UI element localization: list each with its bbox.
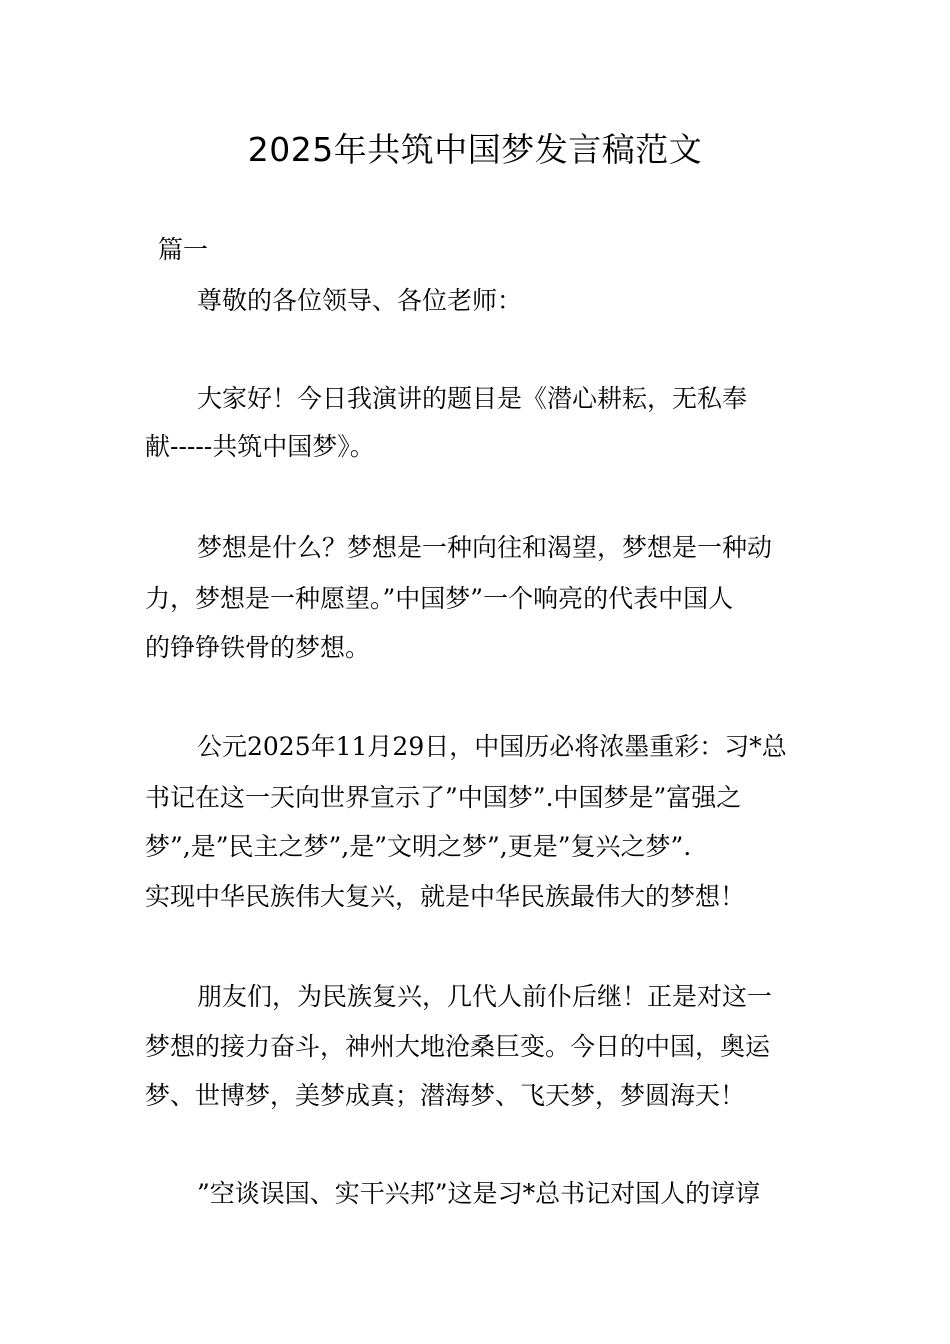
paragraph-4-line-1: 朋友们，为民族复兴，几代人前仆后继！正是对这一: [197, 982, 773, 1011]
paragraph-3-line-4: 实现中华民族伟大复兴，就是中华民族最伟大的梦想！: [145, 882, 746, 911]
paragraph-4-line-2: 梦想的接力奋斗，神州大地沧桑巨变。今日的中国，奥运: [145, 1032, 771, 1061]
section-label: 篇一: [158, 235, 209, 264]
paragraph-2-line-1: 梦想是什么？梦想是一种向往和渴望，梦想是一种动: [197, 533, 773, 562]
paragraph-1-line-1: 大家好！今日我演讲的题目是《潜心耕耘，无私奉: [197, 384, 748, 413]
paragraph-3-line-3: 梦”,是”民主之梦”,是”文明之梦”,更是”复兴之梦”.: [145, 832, 692, 861]
paragraph-2-line-2: 力，梦想是一种愿望。”中国梦”一个响亮的代表中国人: [145, 584, 734, 613]
paragraph-4-line-3: 梦、世博梦，美梦成真；潜海梦、飞天梦，梦圆海天！: [145, 1081, 746, 1110]
salutation: 尊敬的各位领导、各位老师：: [197, 286, 523, 315]
paragraph-3-line-2: 书记在这一天向世界宣示了”中国梦”.中国梦是”富强之: [145, 783, 742, 812]
paragraph-3-line-1: 公元2025年11月29日，中国历必将浓墨重彩：习*总: [197, 732, 787, 761]
paragraph-2-line-3: 的铮铮铁骨的梦想。: [145, 633, 371, 662]
document-title: 2025年共筑中国梦发言稿范文: [247, 130, 703, 169]
paragraph-5-line-1: ”空谈误国、实干兴邦”这是习*总书记对国人的谆谆: [197, 1179, 761, 1208]
paragraph-1-line-2: 献-----共筑中国梦》。: [145, 432, 375, 461]
